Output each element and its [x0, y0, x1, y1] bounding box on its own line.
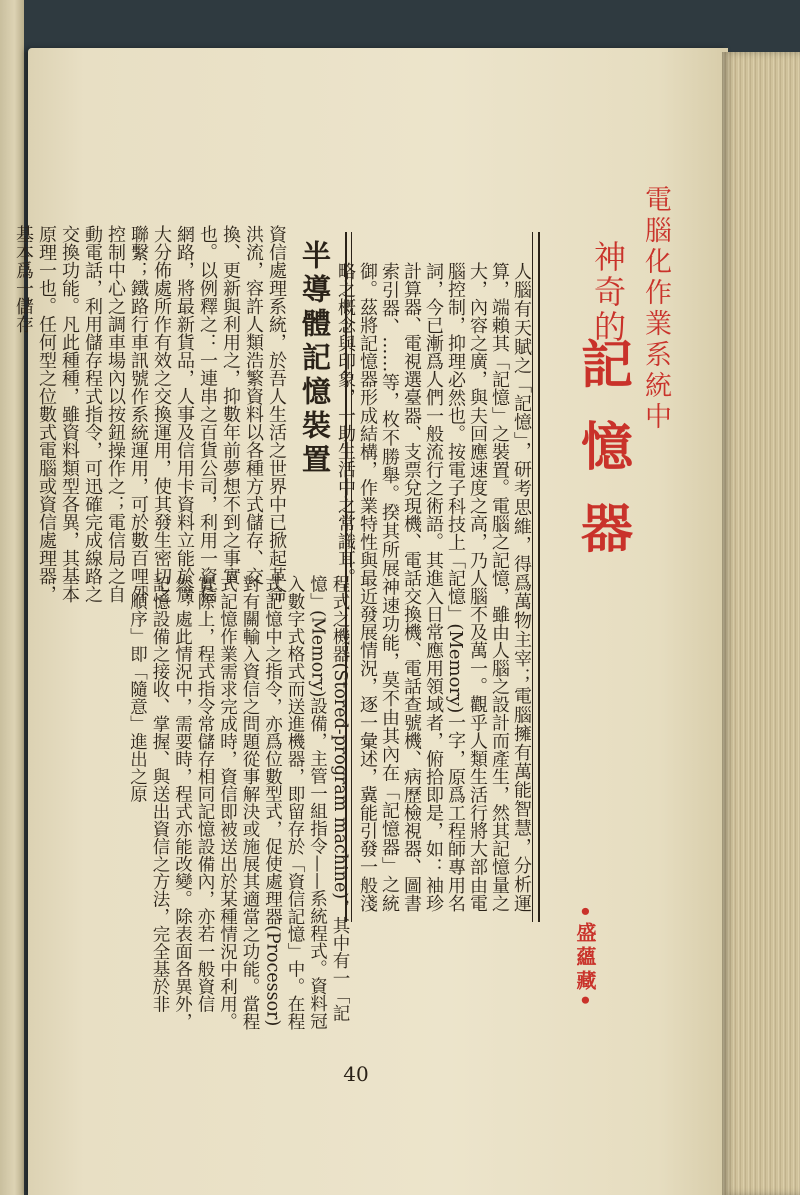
intro-rule-right	[538, 232, 540, 922]
body-paragraph-2: 程式之機器(Stored-program machine)，其中有一「記憶」(Memory)設備，主管一組指令——系統程式。資料冠入數字式格式而送進機器，即留存於「資信記憶」中。在程式記憶中之指令，亦爲位數型式，促使處理器(Processor)對有關輸入資信之問題從事解決或施展其適當之功能。當程式記憶作業需求完成時，資信即被送出於某種情況中利用。實際上，程式指令常儲存相同記憶設備內，亦若一般資信然；處此情況中，需要時，程式亦能改變。除表面各異外，記憶設備之接收、掌握、與送出資信之方法，完全基於非「順序」即「隨意」進出之原	[127, 575, 350, 1030]
author-name: •盛蘊藏•	[573, 905, 597, 1011]
adjacent-page-edge	[0, 0, 24, 1195]
main-title-char: 憶	[580, 418, 633, 478]
main-title-char: 記	[580, 336, 633, 396]
book-binding	[0, 0, 800, 52]
intro-rule-right-thin	[532, 232, 533, 922]
title-prefix: 神奇的	[589, 240, 627, 345]
section-heading: 半導體記憶裝置	[298, 240, 332, 478]
page-number: 40	[343, 1062, 369, 1086]
body-paragraph-1: 資信處理系統，於吾人生活之世界中已掀起革命洪流，容許人類浩繁資料以各種方式儲存、交換、更新與利用之，抑數年前夢想不到之事實也。以例釋之：一連串之百貨公司，利用一資信網路，將最新貨品，人事及信用卡資料立能於廣大分佈處所作有效之交換運用，使其發生密切之聯繫；鐵路行車訊號作系統運用，可於數百哩外控制中心之調車場內以按鈕操作之；電信局之自動電話，利用儲存程式指令，可迅確完成線路之交換功能。凡此種種，雖資料類型各異，其基本原理一也。任何型之位數式電腦或資信處理器，基本爲一儲存	[13, 225, 287, 603]
series-title: 電腦化作業系統中	[640, 185, 671, 433]
page-edges	[722, 52, 800, 1195]
intro-paragraph: 人腦有天賦之「記憶」，研考思維，得爲萬物主宰；電腦擁有萬能智慧，分析運算，端賴其「記憶」之裝置。電腦之記憶，雖由人腦之設計而產生，然其記憶量之大，內容之廣，與夫回應速度之高，乃人腦不及萬一。觀乎人類生活行將大部由電腦控制，抑理必然也。按電子科技上「記憶」(Memory)一字，原爲工程師專用名詞，今已漸爲人們一般流行之術語。其進入日常應用領域者，俯拾即是，如：袖珍計算器、電視選臺器、支票兌現機、電話交換機、電話查號機、病歷檢視器、圖書索引器、……等，枚不勝舉。揆其所展神速功能，莫不由其內在「記憶器」之統御。茲將記憶器形成結構，作業特性與最近發展情況，逐一彙述，冀能引發一般淺略之概念與印象，一助生活中之常識耳。	[335, 262, 532, 912]
main-title	[572, 336, 642, 586]
main-title-char: 器	[580, 500, 633, 560]
